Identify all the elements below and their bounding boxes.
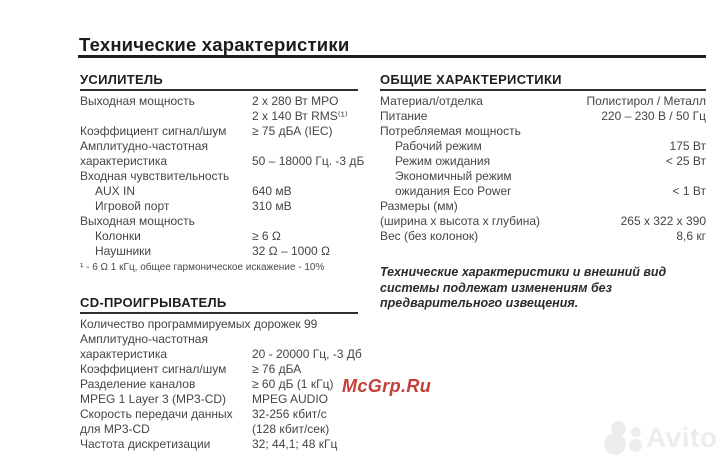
- title-rule: [78, 55, 706, 58]
- spec-row: [80, 109, 358, 124]
- spec-value: 8,6 кг: [676, 229, 706, 243]
- spec-row: [380, 184, 706, 199]
- right-column: [380, 72, 706, 312]
- spec-label: Вес (без колонок): [380, 229, 479, 243]
- spec-value: ≥ 6 Ω: [252, 229, 281, 243]
- spec-row: [80, 94, 358, 109]
- spec-value: ≥ 60 дБ (1 кГц): [252, 377, 334, 391]
- avito-watermark-text: Avito: [646, 422, 718, 453]
- spec-label: Колонки: [95, 229, 141, 243]
- spec-value: 32-256 кбит/с: [252, 407, 327, 421]
- amplifier-heading: УСИЛИТЕЛЬ: [80, 72, 358, 91]
- spec-row: [80, 407, 358, 422]
- spec-row: [80, 244, 358, 259]
- spec-label: Амплитудно-частотная: [80, 332, 208, 346]
- cd-player-heading: CD-ПРОИГРЫВАТЕЛЬ: [80, 295, 358, 314]
- spec-row: [380, 229, 706, 244]
- cd-player-rows: [80, 317, 362, 452]
- spec-label: Выходная мощность: [80, 94, 195, 108]
- spec-label: Размеры (мм): [380, 199, 458, 213]
- spec-label: Разделение каналов: [80, 377, 196, 391]
- general-section: [380, 72, 706, 312]
- spec-value: (128 кбит/сек): [252, 422, 330, 436]
- avito-logo-icon: [604, 420, 644, 456]
- spec-row: [80, 332, 358, 347]
- spec-label: Режим ожидания: [395, 154, 491, 168]
- spec-row: [80, 199, 358, 214]
- spec-row: [80, 317, 358, 332]
- amplifier-section: [80, 72, 365, 274]
- amplifier-rows: [80, 94, 365, 259]
- spec-row: [80, 184, 358, 199]
- spec-row: [380, 199, 706, 214]
- spec-row: [80, 377, 358, 392]
- spec-label: для MP3-CD: [80, 422, 150, 436]
- spec-label: Материал/отделка: [380, 94, 483, 108]
- cd-player-section: [80, 295, 362, 452]
- spec-label: [80, 109, 252, 124]
- spec-row: [80, 347, 362, 362]
- spec-label: характеристика: [80, 154, 168, 168]
- general-heading: ОБЩИЕ ХАРАКТЕРИСТИКИ: [380, 72, 706, 91]
- change-notice: Технические характеристики и внешний вид системы подлежат изменениям без предварительного извещения.: [380, 265, 667, 310]
- spec-label: Количество программируемых дорожек 99: [80, 317, 318, 331]
- general-rows: [380, 94, 706, 244]
- spec-value: 2 x 140 Вт RMS⁽¹⁾: [252, 109, 348, 123]
- spec-value: 2 x 280 Вт MPO: [252, 94, 339, 108]
- spec-label: Экономичный режим: [395, 169, 512, 183]
- spec-row: [380, 169, 706, 184]
- spec-row: [80, 437, 358, 452]
- spec-label: Наушники: [95, 244, 152, 258]
- spec-label: Коэффициент сигнал/шум: [80, 124, 227, 138]
- spec-row: [380, 154, 706, 169]
- spec-row: [80, 229, 358, 244]
- spec-label: характеристика: [80, 347, 168, 361]
- spec-label: Игровой порт: [95, 199, 170, 213]
- spec-row: [380, 94, 706, 109]
- page-title: Технические характеристики: [79, 34, 350, 55]
- spec-value: < 1 Вт: [672, 184, 706, 198]
- spec-value: 640 мВ: [252, 184, 292, 198]
- spec-value: Полистирол / Металл: [586, 94, 706, 108]
- spec-value: 220 – 230 В / 50 Гц: [601, 109, 706, 123]
- spec-label: ожидания Eco Power: [395, 184, 512, 198]
- spec-value: 32; 44,1; 48 кГц: [252, 437, 338, 451]
- spec-value: 50 – 18000 Гц. -3 дБ: [252, 154, 365, 168]
- spec-row: [80, 214, 358, 229]
- spec-row: [80, 124, 358, 139]
- spec-label: Рабочий режим: [395, 139, 482, 153]
- spec-row: [80, 362, 358, 377]
- spec-row: [80, 392, 358, 407]
- spec-value: 32 Ω – 1000 Ω: [252, 244, 330, 258]
- spec-label: Коэффициент сигнал/шум: [80, 362, 227, 376]
- spec-label: MPEG 1 Layer 3 (MP3-CD): [80, 392, 227, 406]
- spec-value: ≥ 75 дБА (IEC): [252, 124, 333, 138]
- spec-label: Амплитудно-частотная: [80, 139, 208, 153]
- spec-label: (ширина x высота x глубина): [380, 214, 541, 228]
- mcgrp-watermark: McGrp.Ru: [342, 376, 432, 396]
- amplifier-footnote: ¹ - 6 Ω 1 кГц, общее гармоническое искажение - 10%: [80, 262, 325, 273]
- spec-value: 310 мВ: [252, 199, 292, 213]
- spec-row: [380, 124, 706, 139]
- spec-value: 265 x 322 x 390: [620, 214, 706, 228]
- spec-label: AUX IN: [95, 184, 136, 198]
- spec-row: [80, 169, 358, 184]
- spec-row: [380, 139, 706, 154]
- spec-row: [80, 422, 358, 437]
- spec-row: [80, 154, 365, 169]
- spec-label: Частота дискретизации: [80, 437, 211, 451]
- spec-label: Потребляемая мощность: [380, 124, 521, 138]
- left-column: [80, 72, 365, 452]
- spec-row: [80, 139, 358, 154]
- spec-value: ≥ 76 дБА: [252, 362, 302, 376]
- spec-label: Выходная мощность: [80, 214, 195, 228]
- spec-value: < 25 Вт: [665, 154, 706, 168]
- spec-label: Входная чувствительность: [80, 169, 230, 183]
- spec-value: 175 Вт: [669, 139, 706, 153]
- spec-value: 20 - 20000 Гц, -3 Дб: [252, 347, 362, 361]
- spec-row: [380, 214, 706, 229]
- avito-watermark: [604, 420, 717, 456]
- spec-label: Питание: [380, 109, 428, 123]
- spec-row: [380, 109, 706, 124]
- spec-label: Скорость передачи данных: [80, 407, 233, 421]
- spec-value: MPEG AUDIO: [252, 392, 329, 406]
